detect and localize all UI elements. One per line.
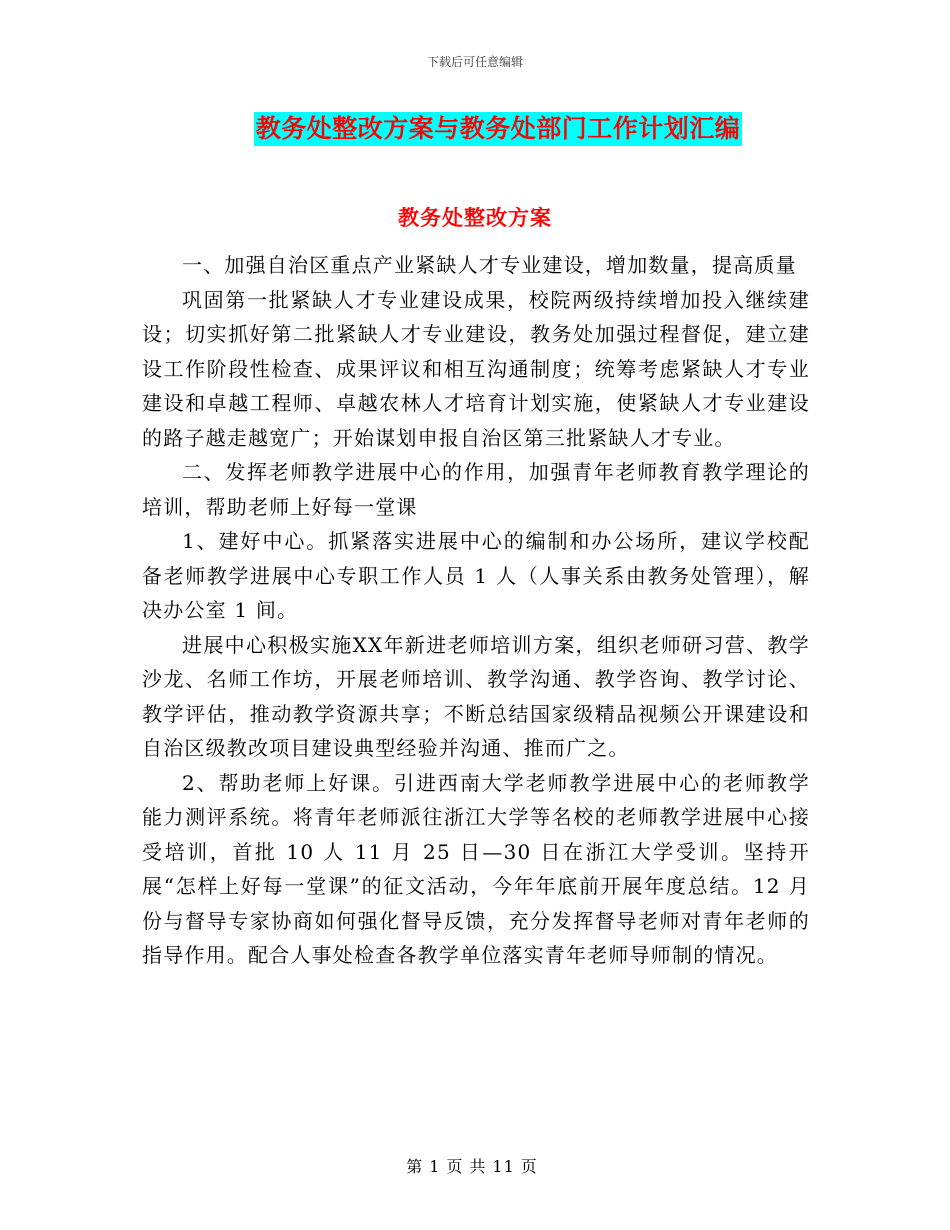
paragraph-heading-1: 一、加强自治区重点产业紧缺人才专业建设，增加数量，提高质量: [182, 253, 797, 277]
total-label: 共: [469, 1157, 487, 1176]
page-footer: [0, 1154, 950, 1177]
paragraph: 进展中心积极实施XX年新进老师培训方案，组织老师研习营、教学沙龙、名师工作坊，开展老师培训、教学沟通、教学咨询、教学讨论、教学评估，推动教学资源共享；不断总结国家级精品视频公开课建设和自治区级教改项目建设典型经验并沟通、推而广之。: [142, 632, 810, 760]
page-label-prefix: 第: [406, 1157, 424, 1176]
paragraph-heading-2: 二、发挥老师教学进展中心的作用，加强青年老师教育教学理论的培训，帮助老师上好每一堂课: [142, 460, 810, 519]
current-page-number: 1: [429, 1157, 441, 1176]
page-label-mid: 页: [446, 1157, 464, 1176]
document-title: 教务处整改方案与教务处部门工作计划汇编: [254, 112, 743, 146]
header-note: 下载后可任意编辑: [426, 55, 523, 69]
total-pages-number: 11: [492, 1157, 515, 1176]
paragraph: 巩固第一批紧缺人才专业建设成果，校院两级持续增加投入继续建设；切实抓好第二批紧缺人才专业建设，教务处加强过程督促，建立建设工作阶段性检查、成果评议和相互沟通制度；统筹考虑紧缺人才专业建设和卓越工程师、卓越农林人才培育计划实施，使紧缺人才专业建设的路子越走越宽广；开始谋划申报自治区第三批紧缺人才专业。: [142, 287, 810, 450]
paragraph: 2、帮助老师上好课。引进西南大学老师教学进展中心的老师教学能力测评系统。将青年老师派往浙江大学等名校的老师教学进展中心接受培训，首批 10 人 11 月 25 日—30 日在浙江大学受训。坚持开展“怎样上好每一堂课”的征文活动，今年年底前开展年度总结。12 月份与督导专家协商如何强化督导反馈，充分发挥督导老师对青年老师的指导作用。配合人事处检查各教学单位落实青年老师导师制的情况。: [142, 770, 810, 967]
paragraph: 1、建好中心。抓紧落实进展中心的编制和办公场所，建议学校配备老师教学进展中心专职工作人员 1 人（人事关系由教务处管理），解决办公室 1 间。: [142, 529, 810, 622]
section-title: 教务处整改方案: [398, 206, 552, 230]
document-body: [142, 248, 810, 973]
document-title-container: [0, 112, 950, 146]
page-label-suffix: 页: [520, 1157, 538, 1176]
